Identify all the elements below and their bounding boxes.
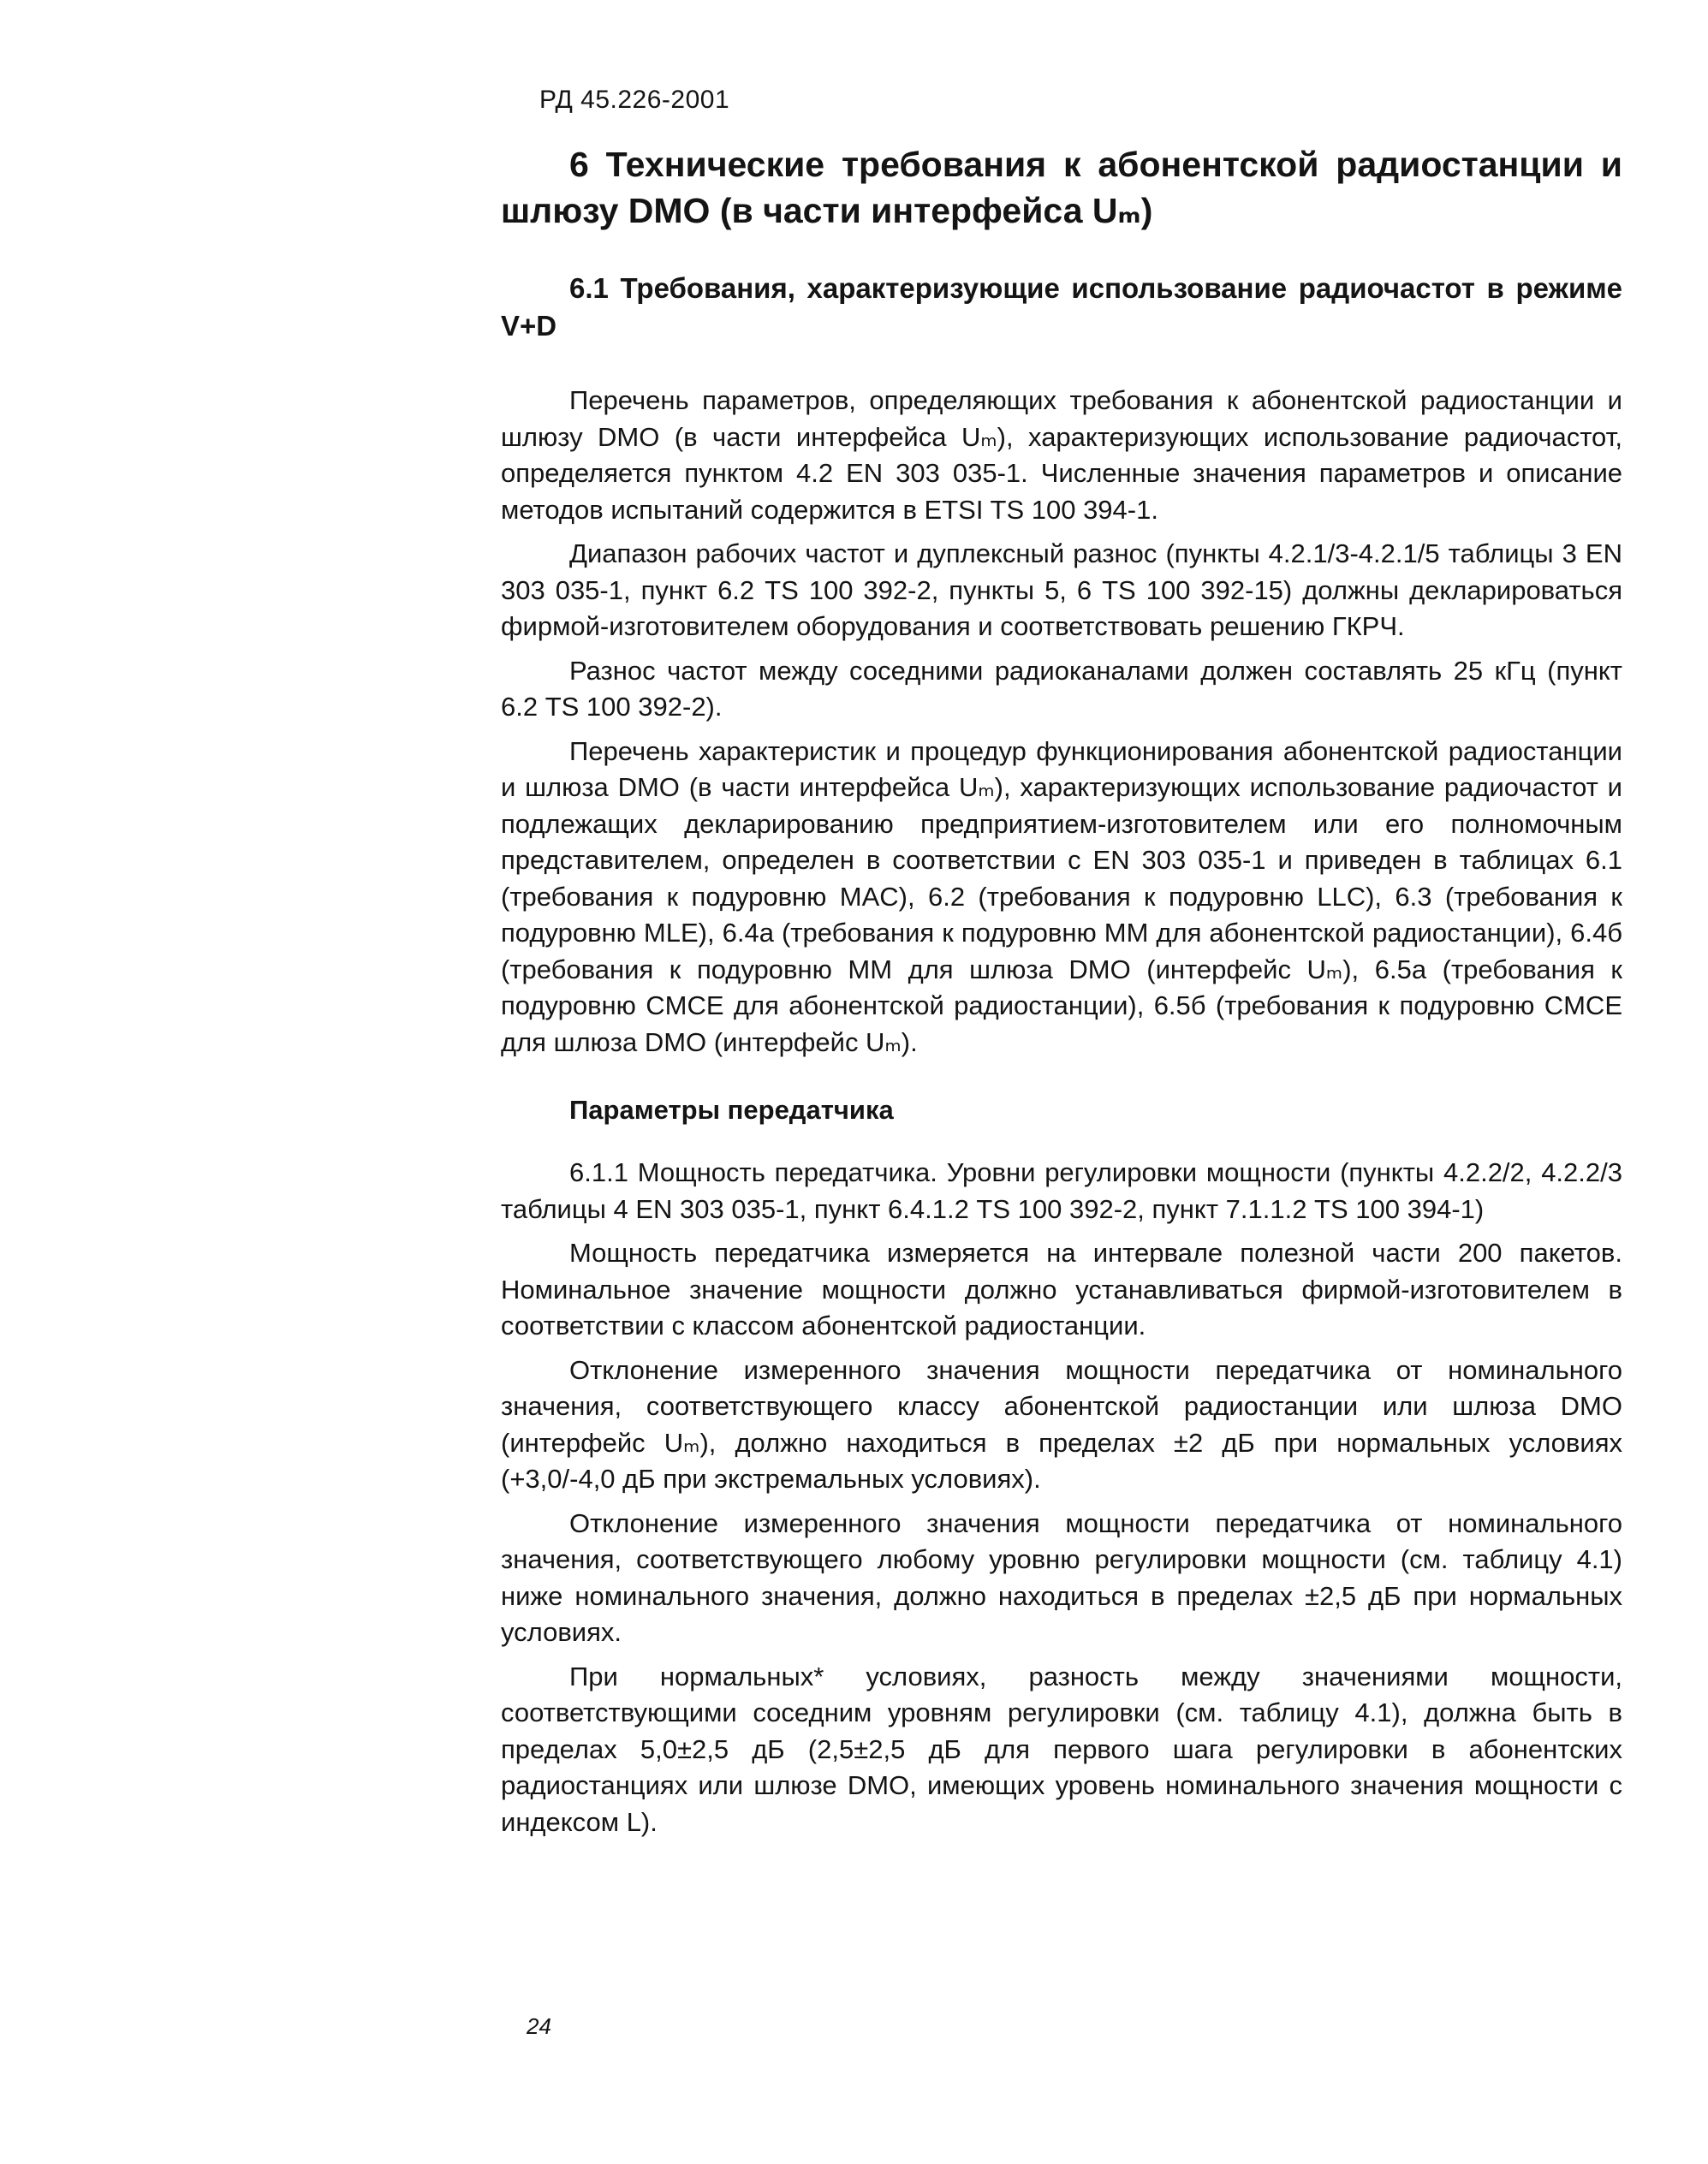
transmitter-heading: Параметры передатчика: [569, 1095, 894, 1125]
page-content: [501, 141, 1622, 1848]
paragraph: 6.1.1 Мощность передатчика. Уровни регулировки мощности (пункты 4.2.2/2, 4.2.2/3 таблицы 4 EN 303 035-1, пункт 6.4.1.2 TS 100 392-2, пункт 7.1.1.2 TS 100 394-1): [501, 1157, 1622, 1224]
paragraph: Отклонение измеренного значения мощности передатчика от номинального значения, соответствующего любому уровню регулировки мощности (см. таблицу 4.1) ниже номинального значения, должно находиться в пределах ±2,5 дБ при нормальных условиях.: [501, 1507, 1622, 1647]
paragraph: Отклонение измеренного значения мощности передатчика от номинального значения, соответствующего классу абонентской радиостанции или шлюза DMO (интерфейс Uₘ), должно находиться в пределах ±2 дБ при нормальных условиях (+3,0/-4,0 дБ при экстремальных условиях).: [501, 1354, 1622, 1494]
paragraph: Перечень параметров, определяющих требования к абонентской радиостанции и шлюзу DMO (в части интерфейса Uₘ), характеризующих использование радиочастот, определяется пунктом 4.2 EN 303 035-1. Численные значения параметров и описание методов испытаний содержится в ETSI TS 100 394-1.: [501, 385, 1622, 525]
subsection-title: 6.1 Требования, характеризующие использование радиочастот в режиме V+D: [501, 272, 1622, 342]
paragraph: При нормальных* условиях, разность между значениями мощности, соответствующими соседним уровням регулировки (см. таблицу 4.1), должна быть в пределах 5,0±2,5 дБ (2,5±2,5 дБ для первого шага регулировки в абонентских радиостанциях или шлюзе DMO, имеющих уровень номинального значения мощности с индексом L).: [501, 1661, 1622, 1837]
paragraph: Диапазон рабочих частот и дуплексный разнос (пункты 4.2.1/3-4.2.1/5 таблицы 3 EN 303 035-1, пункт 6.2 TS 100 392-2, пункты 5, 6 TS 100 392-15) должны декларироваться фирмой-изготовителем оборудования и соответствовать решению ГКРЧ.: [501, 538, 1622, 641]
section-title: 6 Технические требования к абонентской радиостанции и шлюзу DMO (в части интерфейса Uₘ): [501, 145, 1622, 230]
paragraph: Мощность передатчика измеряется на интервале полезной части 200 пакетов. Номинальное значение мощности должно устанавливаться фирмой-изготовителем в соответствии с классом абонентской радиостанции.: [501, 1238, 1622, 1341]
page-number: 24: [527, 2013, 551, 2039]
paragraph: Разнос частот между соседними радиоканалами должен составлять 25 кГц (пункт 6.2 TS 100 392-2).: [501, 655, 1622, 722]
document-code: РД 45.226-2001: [539, 86, 730, 114]
paragraph: Перечень характеристик и процедур функционирования абонентской радиостанции и шлюза DMO (в части интерфейса Uₘ), характеризующих использование радиочастот и подлежащих декларированию предприятием-изготовителем или его полномочным представителем, определен в соответствии с EN 303 035-1 и приведен в таблицах 6.1 (требования к подуровню MAC), 6.2 (требования к подуровню LLC), 6.3 (требования к подуровню MLE), 6.4а (требования к подуровню MM для абонентской радиостанции), 6.4б (требования к подуровню MM для шлюза DMO (интерфейс Uₘ), 6.5а (требования к подуровню CMCE для абонентской радиостанции), 6.5б (требования к подуровню CMCE для шлюза DMO (интерфейс Uₘ).: [501, 735, 1622, 1057]
